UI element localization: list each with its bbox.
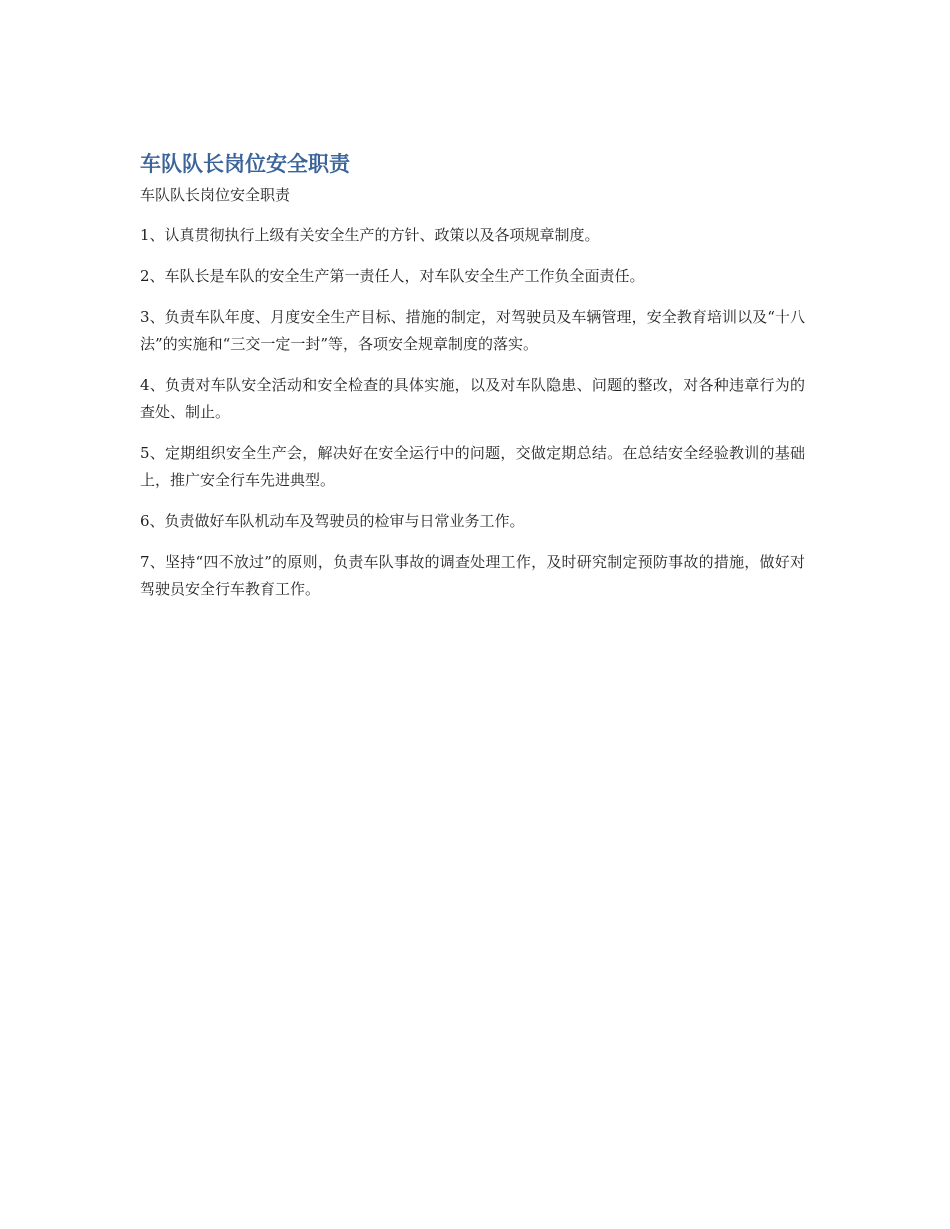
clause-text: 、负责做好车队机动车及驾驶员的检审与日常业务工作。 bbox=[149, 512, 525, 530]
clause-text: 、车队长是车队的安全生产第一责任人，对车队安全生产工作负全面责任。 bbox=[149, 267, 645, 285]
document-page bbox=[140, 148, 805, 603]
clause-text: 、定期组织安全生产会，解决好在安全运行中的问题，交做定期总结。在总结安全经验教训的基础上，推广安全行车先进典型。 bbox=[140, 444, 805, 489]
clause-1 bbox=[140, 222, 805, 249]
clause-number: 1 bbox=[140, 226, 150, 244]
clause-text: 、负责对车队安全活动和安全检查的具体实施，以及对车队隐患、问题的整改，对各种违章行为的查处、制止。 bbox=[140, 376, 805, 421]
clause-number: 2 bbox=[140, 267, 150, 285]
clause-text: 、认真贯彻执行上级有关安全生产的方针、政策以及各项规章制度。 bbox=[149, 226, 600, 244]
clause-number: 7 bbox=[140, 553, 150, 571]
clause-number: 6 bbox=[140, 512, 150, 530]
clause-number: 5 bbox=[140, 444, 150, 462]
clause-6 bbox=[140, 508, 805, 535]
clause-5 bbox=[140, 440, 805, 494]
clause-number: 3 bbox=[140, 308, 150, 326]
clause-text: 、负责车队年度、月度安全生产目标、措施的制定，对驾驶员及车辆管理，安全教育培训以及“十八法”的实施和“三交一定一封”等，各项安全规章制度的落实。 bbox=[140, 308, 805, 353]
clause-2 bbox=[140, 263, 805, 290]
document-subtitle: 车队队长岗位安全职责 bbox=[140, 186, 291, 204]
clause-text: 、坚持“四不放过”的原则，负责车队事故的调查处理工作，及时研究制定预防事故的措施，做好对驾驶员安全行车教育工作。 bbox=[140, 553, 805, 598]
clause-4 bbox=[140, 372, 805, 426]
document-title: 车队队长岗位安全职责 bbox=[140, 152, 350, 176]
clause-number: 4 bbox=[140, 376, 150, 394]
clause-3 bbox=[140, 304, 805, 358]
clause-7 bbox=[140, 549, 805, 603]
